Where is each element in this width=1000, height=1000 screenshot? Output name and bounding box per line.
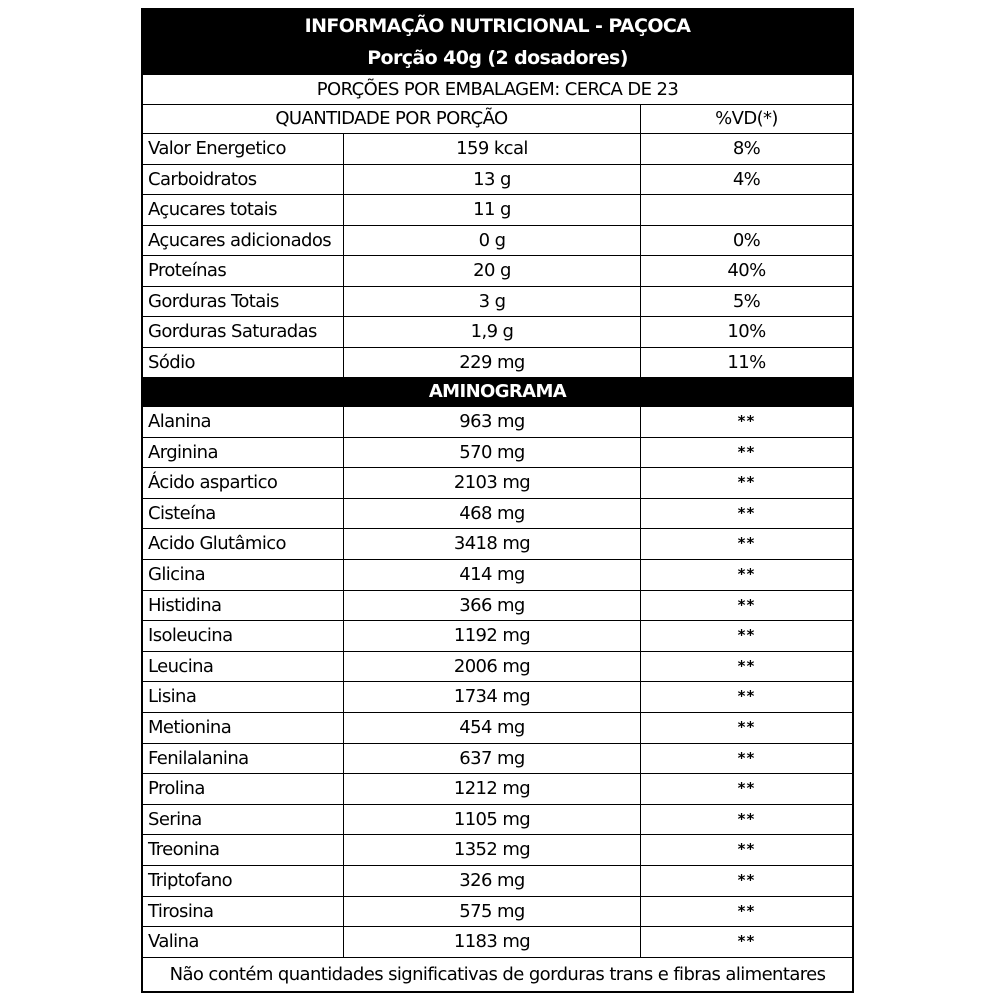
amino-row-daily-value: ** [737,901,756,920]
nutrient-row-amount: 0 g [344,226,641,256]
amino-row [143,560,852,591]
nutrient-row [143,195,852,226]
nutrient-row-name: Proteínas [143,256,344,286]
amino-row-amount: 2006 mg [344,652,641,682]
amino-row [143,713,852,744]
amino-row-daily-value: ** [737,779,756,798]
amino-row [143,468,852,499]
nutrient-row-daily-value [641,195,852,225]
column-header-row [143,105,852,134]
nutrient-row-amount: 1,9 g [344,317,641,347]
nutrient-row-daily-value: 40% [727,260,766,281]
amino-row-daily-value: ** [737,871,756,889]
amino-row-name: Ácido aspartico [143,468,344,498]
nutrient-row-daily-value: 0% [732,229,761,251]
aminogram-title: AMINOGRAMA [428,381,567,402]
amino-row-name: Isoleucina [143,621,344,651]
amino-row-daily-value: ** [737,626,756,645]
amino-row-daily-value: ** [737,656,756,675]
amino-row-name: Arginina [143,438,344,468]
amino-row [143,805,852,836]
amino-row-name: Alanina [143,407,344,437]
amino-row-amount: 468 mg [344,499,641,529]
amino-row-name: Treonina [143,835,344,865]
amino-row-name: Fenilalanina [143,744,344,774]
amino-row-amount: 326 mg [344,866,641,896]
daily-value-header: %VD(*) [715,108,778,129]
nutrient-row [143,348,852,379]
amino-row [143,407,852,438]
nutrient-row [143,165,852,196]
amino-row-amount: 366 mg [344,591,641,621]
servings-per-package: PORÇÕES POR EMBALAGEM: CERCA DE 23 [316,79,679,100]
amino-row [143,897,852,928]
amino-row [143,652,852,683]
aminogram-header-row [143,378,852,407]
amino-row-name: Cisteína [143,499,344,529]
amino-row [143,591,852,622]
amino-row-daily-value: ** [737,534,756,553]
amino-row-name: Metionina [143,713,344,743]
amino-row-name: Prolina [143,774,344,804]
nutrition-facts-table [141,8,854,993]
amino-row-amount: 1212 mg [344,774,641,804]
title-block [143,10,852,75]
amino-row-amount: 1352 mg [344,835,641,865]
nutrient-row-name: Açucares adicionados [143,226,344,256]
serving-size: Porção 40g (2 dosadores) [367,47,628,69]
nutrient-row-amount: 229 mg [344,348,641,378]
nutrient-row-amount: 159 kcal [344,134,641,164]
amino-row-name: Acido Glutâmico [143,529,344,559]
amino-row-name: Tirosina [143,897,344,927]
amino-row-amount: 570 mg [344,438,641,468]
nutrient-row-name: Sódio [143,348,344,378]
nutrient-row-daily-value: 5% [732,290,761,312]
nutrient-row-amount: 3 g [344,287,641,317]
amino-row-daily-value: ** [737,565,756,583]
amino-row-amount: 1192 mg [344,621,641,651]
amino-row-name: Serina [143,805,344,835]
amino-row-daily-value: ** [737,595,756,614]
amino-row-amount: 3418 mg [344,529,641,559]
amino-row-amount: 963 mg [344,407,641,437]
nutrient-row-name: Açucares totais [143,195,344,225]
amino-row-daily-value: ** [737,840,756,859]
nutrient-row [143,287,852,318]
amino-row-name: Triptofano [143,866,344,896]
amino-row [143,621,852,652]
nutrient-row-daily-value: 8% [732,138,761,159]
nutrient-row-amount: 13 g [344,165,641,195]
amino-row-name: Valina [143,927,344,957]
nutrient-row-amount: 20 g [344,256,641,286]
quantity-header: QUANTIDADE POR PORÇÃO [143,105,641,133]
label-title: INFORMAÇÃO NUTRICIONAL - PAÇOCA [304,15,691,37]
nutrient-row [143,134,852,165]
amino-row [143,744,852,775]
nutrient-row-daily-value: 10% [727,321,766,342]
nutrient-row-daily-value: 4% [732,168,761,190]
amino-row [143,438,852,469]
amino-row [143,499,852,530]
amino-row [143,682,852,713]
nutrient-row-daily-value: 11% [727,351,766,373]
amino-row-amount: 575 mg [344,897,641,927]
amino-row [143,835,852,866]
amino-row [143,927,852,958]
amino-row-amount: 454 mg [344,713,641,743]
amino-row-name: Histidina [143,591,344,621]
nutrient-row-name: Gorduras Totais [143,287,344,317]
amino-row-daily-value: ** [737,748,756,767]
amino-row-daily-value: ** [737,687,756,706]
nutrient-row-name: Carboidratos [143,165,344,195]
amino-row-daily-value: ** [737,412,756,430]
amino-row-amount: 1734 mg [344,682,641,712]
amino-row-name: Lisina [143,682,344,712]
amino-row-name: Leucina [143,652,344,682]
amino-row-daily-value: ** [737,718,756,736]
nutrient-row-name: Gorduras Saturadas [143,317,344,347]
amino-row-daily-value: ** [737,473,756,492]
amino-row-daily-value: ** [737,503,756,522]
amino-row [143,866,852,897]
amino-row [143,529,852,560]
amino-row-amount: 1183 mg [344,927,641,957]
amino-row-daily-value: ** [737,442,756,461]
nutrient-row-name: Valor Energetico [143,134,344,164]
amino-row-daily-value: ** [737,809,756,828]
amino-row-daily-value: ** [737,932,756,951]
amino-row [143,774,852,805]
footer-note: Não contém quantidades significativas de gorduras trans e fibras alimentares [169,964,826,985]
nutrient-row [143,256,852,287]
amino-row-amount: 2103 mg [344,468,641,498]
servings-row [143,75,852,105]
nutrient-row-amount: 11 g [344,195,641,225]
amino-row-name: Glicina [143,560,344,590]
amino-row-amount: 637 mg [344,744,641,774]
amino-row-amount: 414 mg [344,560,641,590]
nutrient-row [143,317,852,348]
nutrient-row [143,226,852,257]
amino-row-amount: 1105 mg [344,805,641,835]
